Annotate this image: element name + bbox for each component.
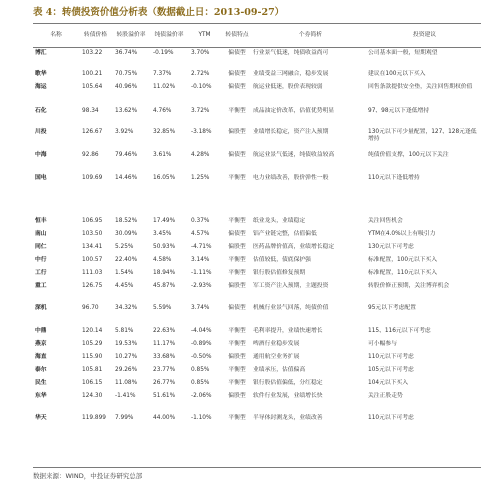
- table-row: [33, 302, 481, 325]
- row-name: 民生: [35, 380, 47, 386]
- row-price: 126.75: [82, 283, 103, 289]
- row-conversion-premium: 34.32%: [115, 305, 138, 311]
- row-bond-premium: 22.63%: [153, 328, 176, 334]
- table-row: [33, 390, 481, 412]
- row-ytm: -0.10%: [191, 84, 212, 90]
- row-bond-style: 平衡型: [228, 270, 246, 276]
- row-analysis: 电力业绩改善，股价弹性一般: [253, 175, 329, 181]
- row-price: 126.67: [82, 129, 103, 135]
- row-analysis: 军工资产注入预期，主题投资: [253, 283, 329, 289]
- row-price: 124.30: [82, 393, 103, 399]
- row-ytm: 0.85%: [191, 367, 210, 373]
- row-bond-premium: -0.19%: [153, 50, 174, 56]
- row-conversion-premium: 11.08%: [115, 380, 138, 386]
- row-bond-style: 偏债型: [228, 84, 246, 90]
- row-advice: 97、98元以下逢低增持: [368, 108, 430, 114]
- row-name: 同仁: [35, 244, 47, 250]
- row-conversion-premium: 7.99%: [115, 415, 134, 421]
- row-name: 东华: [35, 393, 47, 399]
- row-conversion-premium: 3.92%: [115, 129, 134, 135]
- row-ytm: 3.72%: [191, 108, 210, 114]
- row-ytm: 1.25%: [191, 175, 210, 181]
- row-advice: 115、116元以下可考虑: [368, 328, 431, 334]
- row-price: 103.22: [82, 50, 103, 56]
- row-analysis: 医药品牌价值高，业绩增长稳定: [253, 244, 335, 250]
- row-ytm: -1.11%: [191, 270, 212, 276]
- row-conversion-premium: 1.54%: [115, 270, 134, 276]
- row-ytm: -0.89%: [191, 341, 212, 347]
- row-advice: 可小幅参与: [368, 341, 397, 347]
- row-ytm: 3.74%: [191, 305, 210, 311]
- row-ytm: 2.72%: [191, 71, 210, 77]
- row-analysis: 业绩增长稳定，资产注入预期: [253, 129, 329, 135]
- table-row: [33, 149, 481, 172]
- row-price: 105.29: [82, 341, 103, 347]
- row-ytm: 3.14%: [191, 257, 210, 263]
- row-ytm: -2.93%: [191, 283, 212, 289]
- row-price: 98.34: [82, 108, 99, 114]
- row-analysis: 估值较低，债底保护强: [253, 257, 311, 263]
- row-conversion-premium: -1.41%: [115, 393, 136, 399]
- header-ytm: YTM: [198, 32, 211, 38]
- row-ytm: -0.50%: [191, 354, 212, 360]
- row-analysis: 纸业龙头，业绩稳定: [253, 218, 306, 224]
- row-name: 中海: [35, 152, 47, 158]
- table-row: [33, 126, 481, 149]
- header-analysis: 个券简析: [298, 32, 323, 38]
- row-conversion-premium: 5.81%: [115, 328, 134, 334]
- row-ytm: 4.28%: [191, 152, 210, 158]
- row-bond-premium: 33.68%: [153, 354, 176, 360]
- row-advice: 110元以下逢低增持: [368, 175, 420, 181]
- row-conversion-premium: 19.53%: [115, 341, 138, 347]
- row-bond-premium: 51.61%: [153, 393, 176, 399]
- row-name: 南山: [35, 231, 47, 237]
- row-bond-premium: 26.77%: [153, 380, 176, 386]
- row-analysis: 毛利率提升，业绩快速增长: [253, 328, 323, 334]
- header-bond-style: 转债特点: [225, 32, 249, 38]
- row-bond-style: 平衡型: [228, 341, 246, 347]
- row-conversion-premium: 70.75%: [115, 71, 138, 77]
- row-name: 石化: [35, 108, 47, 114]
- row-bond-style: 平衡型: [228, 257, 246, 263]
- row-analysis: 业绩受益三网融合，稳步发展: [253, 71, 329, 77]
- row-ytm: -4.04%: [191, 328, 212, 334]
- table-row: [33, 254, 481, 267]
- row-name: 重工: [35, 283, 47, 289]
- row-price: 105.81: [82, 367, 103, 373]
- row-conversion-premium: 10.27%: [115, 354, 138, 360]
- row-price: 92.86: [82, 152, 99, 158]
- table-row: [33, 215, 481, 228]
- row-advice: 110元以下可考虑: [368, 415, 414, 421]
- row-conversion-premium: 18.52%: [115, 218, 138, 224]
- row-bond-style: 偏股型: [228, 393, 246, 399]
- row-name: 博汇: [35, 50, 47, 56]
- table-row: [33, 47, 481, 68]
- row-price: 111.03: [82, 270, 103, 276]
- table-row: [33, 267, 481, 280]
- row-name: 川投: [35, 129, 47, 135]
- row-price: 100.21: [82, 71, 103, 77]
- row-conversion-premium: 79.46%: [115, 152, 138, 158]
- row-bond-style: 平衡型: [228, 380, 246, 386]
- row-analysis: 业绩承压，估值偏高: [253, 367, 306, 373]
- header-conversion-premium: 转股溢价率: [116, 32, 146, 38]
- row-name: 恒丰: [35, 218, 47, 224]
- row-price: 96.70: [82, 305, 99, 311]
- table-row: [33, 81, 481, 105]
- header-bond-premium: 纯债溢价率: [154, 32, 184, 38]
- row-bond-style: 偏债型: [228, 50, 246, 56]
- row-advice: 标准配置，100元以下买入: [368, 257, 438, 263]
- table-row: [33, 377, 481, 390]
- row-advice: 105元以下可考虑: [368, 367, 414, 373]
- row-bond-premium: 4.58%: [153, 257, 172, 263]
- row-advice: 130元以下可考虑: [368, 244, 414, 250]
- row-advice: YTM在4.0%以上有吸引力: [368, 231, 436, 237]
- row-bond-style: 偏股型: [228, 244, 246, 250]
- row-name: 海直: [35, 354, 47, 360]
- row-price: 105.64: [82, 84, 103, 90]
- row-analysis: 行业景气低迷，纯债收益尚可: [253, 50, 329, 56]
- row-ytm: -1.10%: [191, 415, 212, 421]
- row-bond-style: 偏债型: [228, 152, 246, 158]
- header-name: 名称: [50, 32, 62, 38]
- row-analysis: 啤酒行业稳步发展: [253, 341, 300, 347]
- table-bottom-rule: [33, 467, 481, 468]
- bond-analysis-table: [33, 24, 481, 434]
- row-analysis: 成品油定价改革，估值优势明显: [253, 108, 335, 114]
- row-bond-premium: 32.85%: [153, 129, 176, 135]
- row-bond-style: 平衡型: [228, 415, 246, 421]
- row-name: 工行: [35, 270, 47, 276]
- row-conversion-premium: 14.46%: [115, 175, 138, 181]
- row-conversion-premium: 4.45%: [115, 283, 134, 289]
- row-conversion-premium: 36.74%: [115, 50, 138, 56]
- row-advice: 标准配置，110元以下买入: [368, 270, 438, 276]
- row-analysis: 航运业景气低迷，纯债收益较高: [253, 152, 335, 158]
- row-ytm: -2.06%: [191, 393, 212, 399]
- row-analysis: 银行股估值偏低，分红稳定: [253, 380, 323, 386]
- row-price: 106.15: [82, 380, 103, 386]
- row-bond-style: 偏债型: [228, 71, 246, 77]
- row-analysis: 通用航空业务扩展: [253, 354, 300, 360]
- row-name: 歌华: [35, 71, 47, 77]
- row-price: 134.41: [82, 244, 103, 250]
- row-analysis: 软件行业发展，业绩增长快: [253, 393, 323, 399]
- row-price: 106.95: [82, 218, 103, 224]
- row-name: 燕京: [35, 341, 47, 347]
- row-price: 115.90: [82, 354, 103, 360]
- row-analysis: 铝产业链完整，估值偏低: [253, 231, 317, 237]
- row-ytm: 0.37%: [191, 218, 210, 224]
- row-ytm: 3.70%: [191, 50, 210, 56]
- row-conversion-premium: 40.96%: [115, 84, 138, 90]
- row-bond-premium: 44.00%: [153, 415, 176, 421]
- table-title: 表 4：转债投资价值分析表（数据截止日：2013-09-27）: [33, 7, 285, 18]
- row-name: 国电: [35, 175, 47, 181]
- row-bond-style: 偏股型: [228, 283, 246, 289]
- row-advice: 104元以下买入: [368, 380, 409, 386]
- row-conversion-premium: 30.09%: [115, 231, 138, 237]
- row-bond-style: 平衡型: [228, 175, 246, 181]
- row-price: 109.69: [82, 175, 103, 181]
- row-bond-style: 平衡型: [228, 108, 246, 114]
- table-row: [33, 228, 481, 241]
- row-name: 中鼎: [35, 328, 47, 334]
- row-conversion-premium: 29.26%: [115, 367, 138, 373]
- row-bond-premium: 45.87%: [153, 283, 176, 289]
- row-bond-premium: 5.59%: [153, 305, 172, 311]
- header-advice: 投资建议: [412, 32, 437, 38]
- row-advice: 关注回售机会: [368, 218, 403, 224]
- row-bond-style: 偏股型: [228, 354, 246, 360]
- row-bond-premium: 3.61%: [153, 152, 172, 158]
- row-name: 华天: [35, 415, 47, 421]
- row-analysis: 机械行业景气回落，纯债价值: [253, 305, 329, 311]
- row-name: 海运: [35, 84, 47, 90]
- row-advice: 95元以下考虑配置: [368, 305, 416, 311]
- row-analysis: 银行股估值修复预期: [253, 270, 306, 276]
- row-advice: 关注正股走势: [368, 393, 403, 399]
- row-name: 中行: [35, 257, 47, 263]
- row-bond-style: 偏债型: [228, 305, 246, 311]
- row-bond-style: 平衡型: [228, 367, 246, 373]
- table-body: [33, 47, 481, 434]
- row-analysis: 航运业低迷，股价表现较弱: [253, 84, 323, 90]
- row-conversion-premium: 13.62%: [115, 108, 138, 114]
- row-bond-style: 偏债型: [228, 231, 246, 237]
- table-header: [33, 24, 481, 47]
- row-bond-premium: 17.49%: [153, 218, 176, 224]
- table-row: [33, 325, 481, 338]
- row-price: 120.14: [82, 328, 103, 334]
- header-row: [33, 24, 481, 47]
- row-bond-premium: 18.94%: [153, 270, 176, 276]
- table-row: [33, 105, 481, 126]
- row-price: 100.57: [82, 257, 103, 263]
- row-conversion-premium: 22.40%: [115, 257, 138, 263]
- row-bond-premium: 3.45%: [153, 231, 172, 237]
- table-row: [33, 68, 481, 81]
- row-ytm: -3.18%: [191, 129, 212, 135]
- row-name: 泰尔: [35, 367, 47, 373]
- row-name: 深机: [35, 305, 47, 311]
- row-price: 103.50: [82, 231, 103, 237]
- table-row: [33, 241, 481, 254]
- row-analysis: 半导体封测龙头，业绩改善: [253, 415, 323, 421]
- row-advice: 130元以下可少量配置，127、128元逢低增持: [368, 129, 477, 143]
- row-bond-style: 平衡型: [228, 218, 246, 224]
- table-row: [33, 351, 481, 364]
- row-bond-premium: 50.93%: [153, 244, 176, 250]
- row-bond-premium: 11.02%: [153, 84, 176, 90]
- row-ytm: 4.57%: [191, 231, 210, 237]
- row-bond-premium: 7.37%: [153, 71, 172, 77]
- row-advice: 转股价修正预期，关注博弈机会: [368, 283, 450, 289]
- row-ytm: -4.71%: [191, 244, 212, 250]
- header-price: 转债价格: [83, 32, 108, 38]
- row-advice: 回售条款提供安全垫，关注回售期权价值: [368, 84, 473, 90]
- data-source-note: 数据来源：WIND，中投证券研究总部: [33, 472, 143, 480]
- row-bond-premium: 16.05%: [153, 175, 176, 181]
- row-price: 119.899: [82, 415, 106, 421]
- table-row: [33, 172, 481, 215]
- row-bond-premium: 23.77%: [153, 367, 176, 373]
- table-row: [33, 364, 481, 377]
- row-bond-style: 偏股型: [228, 129, 246, 135]
- row-advice: 公司基本面一般，短期观望: [368, 50, 438, 56]
- table-row: [33, 280, 481, 302]
- row-conversion-premium: 5.25%: [115, 244, 134, 250]
- table-row: [33, 412, 481, 434]
- row-bond-premium: 11.17%: [153, 341, 176, 347]
- row-bond-premium: 4.76%: [153, 108, 172, 114]
- row-bond-style: 平衡型: [228, 328, 246, 334]
- table-row: [33, 338, 481, 351]
- row-advice: 建议在100元以下买入: [368, 71, 426, 77]
- row-advice: 纯债价值支撑，100元以下关注: [368, 152, 449, 158]
- row-ytm: 0.85%: [191, 380, 210, 386]
- row-advice: 110元以下可考虑: [368, 354, 414, 360]
